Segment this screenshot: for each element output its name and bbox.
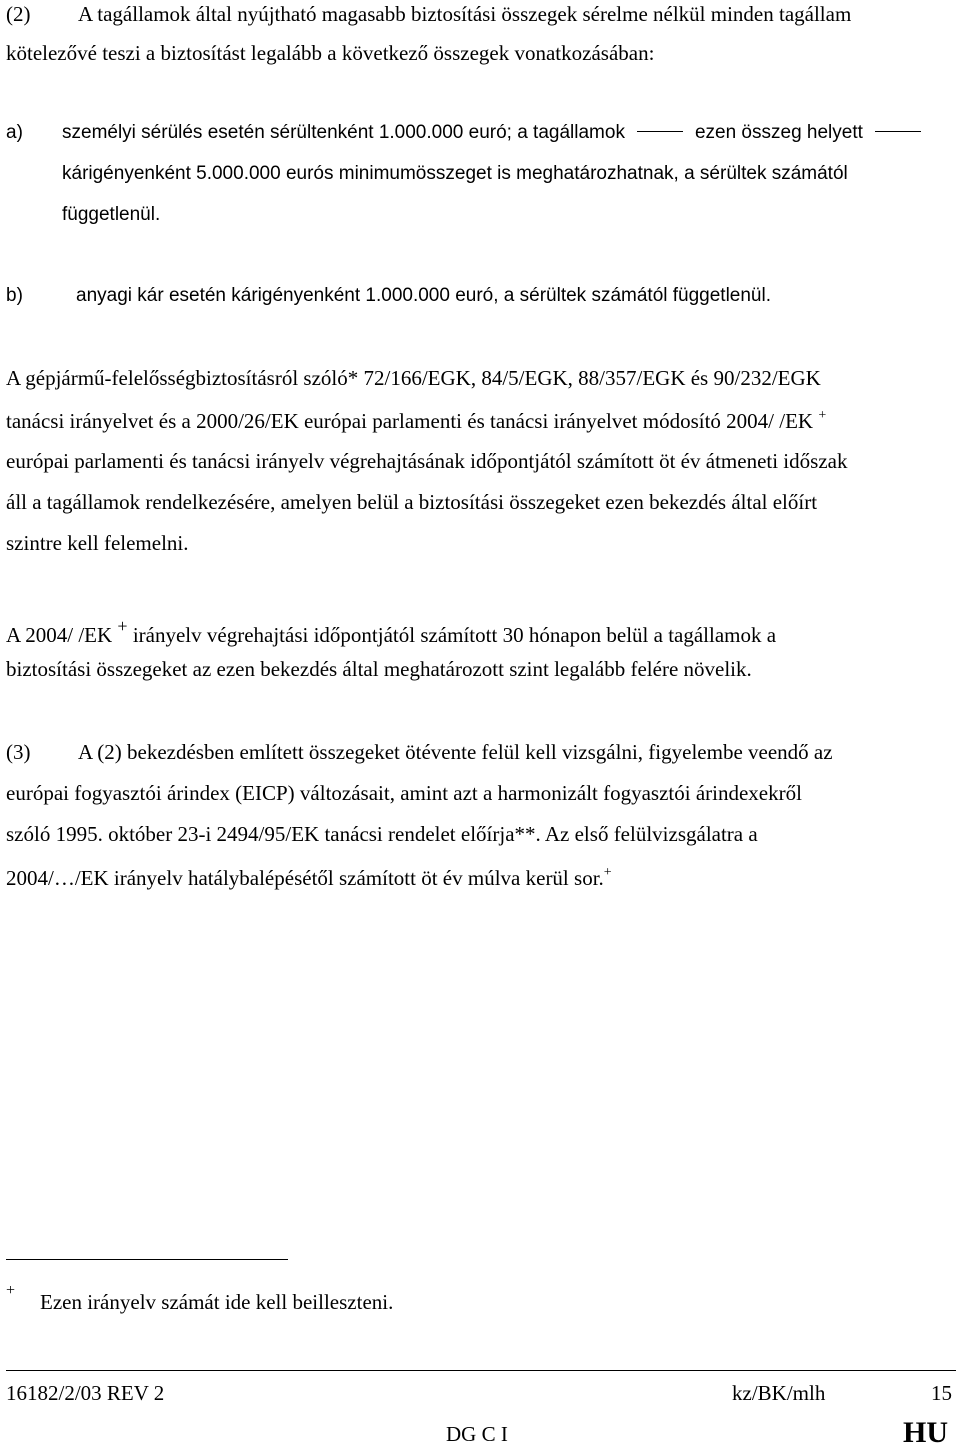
paragraph-3-line-2: európai fogyasztói árindex (EICP) változásait, amint azt a harmonizált fogyasztói árindexekről — [6, 781, 802, 805]
paragraph-3-line-1: A (2) bekezdésben említett összegeket ötévente felül kell vizsgálni, figyelembe veendő az — [78, 740, 833, 764]
footnote-marker: + — [603, 865, 612, 880]
footer-initials: kz/BK/mlh — [732, 1381, 826, 1405]
item-a-label: a) — [6, 122, 23, 143]
paragraph-increase-line-1-end: irányelv végrehajtási időpontjától számított 30 hónapon belül a tagállamok a — [132, 623, 777, 647]
paragraph-3-line-3: szóló 1995. október 23-i 2494/95/EK tanácsi rendelet előírja**. Az első felülvizsgálatra a — [6, 822, 758, 846]
paragraph-transition-line-4: áll a tagállamok rendelkezésére, amelyen belül a biztosítási összegeket ezen bekezdés által előírt — [6, 490, 818, 514]
footer-rule — [6, 1370, 956, 1371]
paragraph-2-number: (2) — [6, 2, 31, 26]
paragraph-3-line-4-text: 2004/…/EK irányelv hatálybalépésétől számított öt év múlva kerül sor. — [6, 866, 604, 890]
paragraph-3-number: (3) — [6, 740, 31, 764]
footnote-separator — [6, 1259, 288, 1260]
item-a-line-1 — [62, 123, 921, 142]
em-dash-rule — [875, 131, 921, 132]
item-b-text: anyagi kár esetén kárigényenként 1.000.000 euró, a sérültek számától függetlenül. — [76, 285, 772, 306]
paragraph-transition-line-2 — [6, 409, 826, 432]
footer-doc-reference: 16182/2/03 REV 2 — [6, 1381, 165, 1405]
paragraph-increase-line-1 — [6, 617, 776, 646]
item-a-line-1-start: személyi sérülés esetén sérültenként 1.000.000 euró; a tagállamok — [62, 122, 625, 143]
em-dash-rule — [637, 131, 683, 132]
paragraph-transition-line-2-text: tanácsi irányelvet és a 2000/26/EK európai parlamenti és tanácsi irányelvet módosító 2004/ /EK — [6, 409, 814, 433]
paragraph-2-line-2: kötelezővé teszi a biztosítást legalább a következő összegek vonatkozásában: — [6, 41, 655, 65]
footnote-mark: + — [6, 1282, 16, 1299]
item-a-line-1-middle: ezen összeg helyett — [694, 122, 863, 143]
footnote-marker: + — [117, 616, 128, 636]
footer-page-number: 15 — [931, 1381, 952, 1405]
footer-language-code: HU — [903, 1416, 948, 1449]
footer-dg: DG C I — [446, 1422, 508, 1446]
paragraph-increase-line-2: biztosítási összegeket az ezen bekezdés által meghatározott szint legalább felére növelik. — [6, 657, 752, 681]
footnote-marker: + — [818, 408, 827, 423]
item-a-line-3: függetlenül. — [62, 204, 161, 225]
paragraph-transition-line-3: európai parlamenti és tanácsi irányelv végrehajtásának időpontjától számított öt év átmeneti időszak — [6, 449, 848, 473]
footnote-text: Ezen irányelv számát ide kell beilleszteni. — [40, 1290, 394, 1314]
paragraph-2-line-1: A tagállamok által nyújtható magasabb biztosítási összegek sérelme nélkül minden tagállam — [78, 2, 852, 26]
paragraph-increase-line-1-start: A 2004/ /EK — [6, 623, 113, 647]
paragraph-3-line-4 — [6, 866, 612, 889]
paragraph-transition-line-5: szintre kell felemelni. — [6, 531, 189, 555]
paragraph-transition-line-1: A gépjármű-felelősségbiztosításról szóló* 72/166/EGK, 84/5/EGK, 88/357/EGK és 90/232/EGK — [6, 366, 821, 390]
item-b-label: b) — [6, 285, 23, 306]
item-a-line-2: kárigényenként 5.000.000 eurós minimumösszeget is meghatározhatnak, a sérültek számától — [62, 163, 848, 184]
